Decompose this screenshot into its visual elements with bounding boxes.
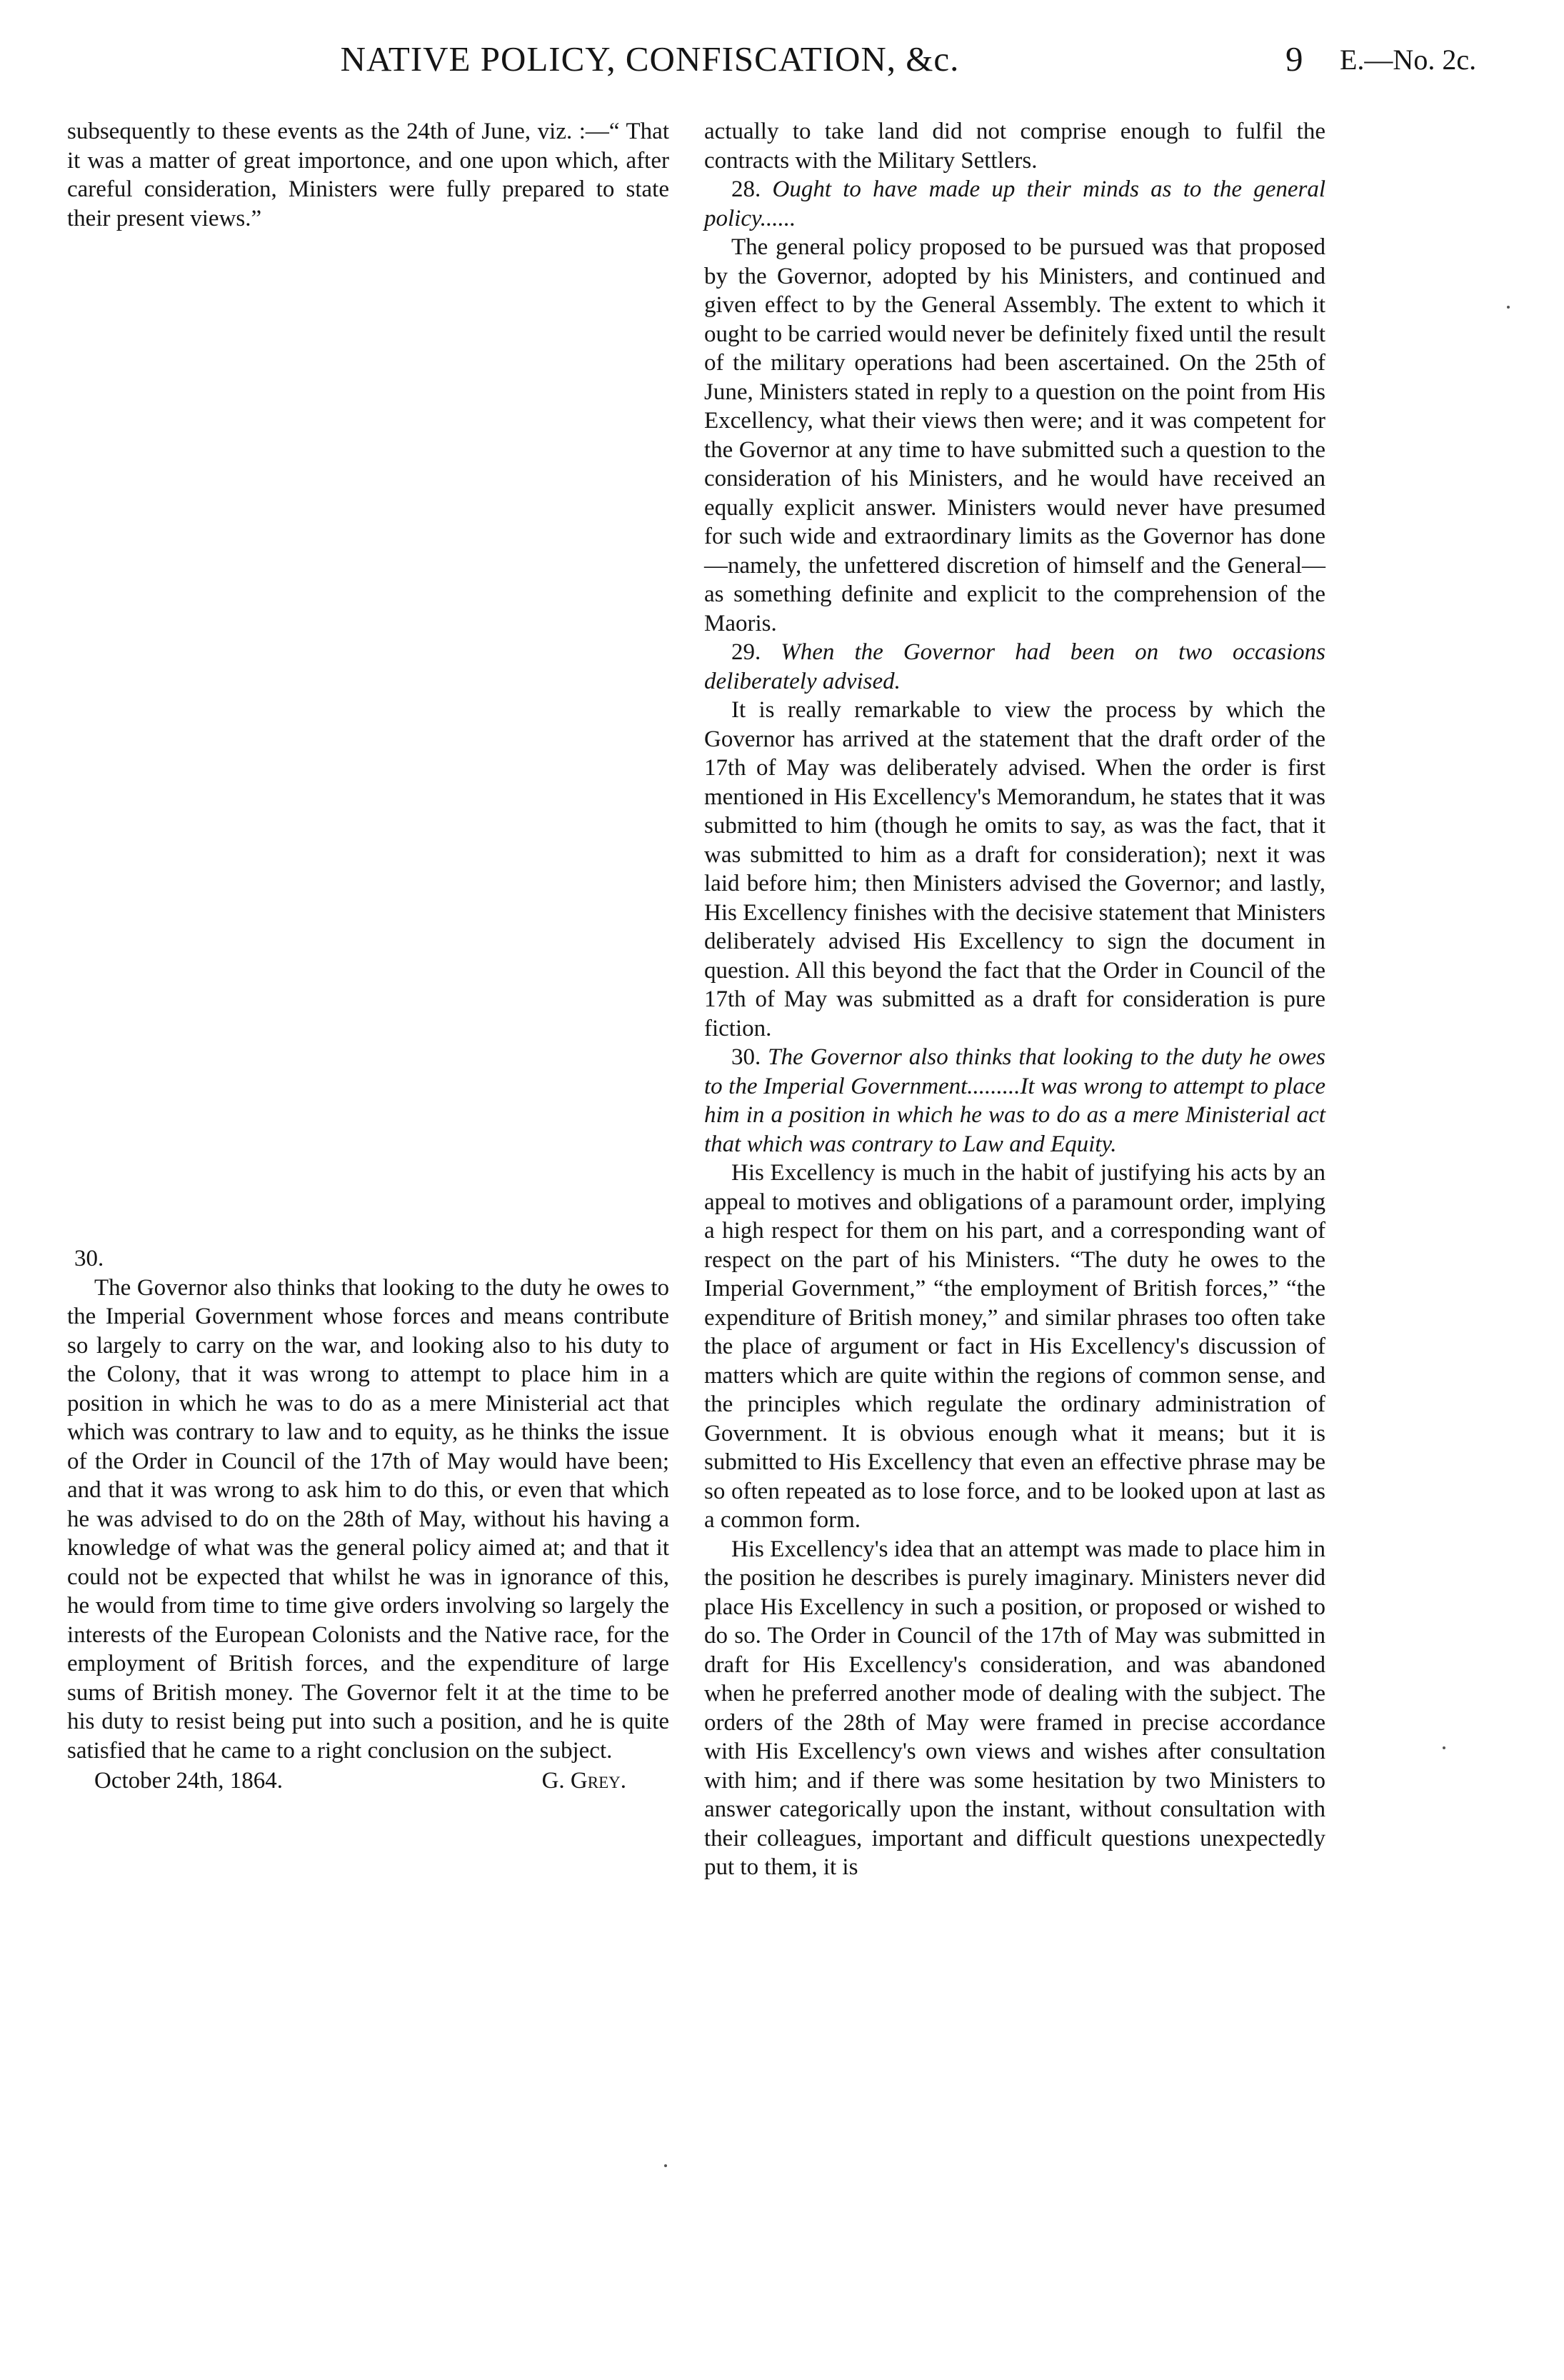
signature: G. Grey. <box>541 1768 626 1794</box>
paragraph-30-body-2: His Excellency's idea that an attempt was made to place him in the position he describes is purely imaginary. Ministers never did place His Excellency in such a position, or proposed or wished to do so. The Order in Council of the 17th of May was submitted in draft for His Excellency's consideration, and was abandoned when he preferred another mode of dealing with the subject. The orders of the 28th of May were framed in precise accordance with His Excellency's own views and wishes after consultation with him; and if there was some hesitation by two Ministers to answer categorically upon the instant, without consultation with their colleagues, important and difficult questions unexpectedly put to them, it is <box>704 1536 1325 1880</box>
paragraph-number-29: 29. <box>731 639 761 665</box>
continuation-paragraph: actually to take land did not comprise enough to fulfil the contracts with the Military Settlers. <box>704 119 1325 174</box>
document-reference: E.—No. 2c. <box>1340 44 1477 76</box>
scan-speck <box>664 2164 667 2167</box>
running-header-title: NATIVE POLICY, CONFISCATION, &c. <box>340 39 960 79</box>
paragraph-30-italic-heading: The Governor also thinks that looking to the duty he owes to the Imperial Government.........It was wrong to attempt to place him in a position in which he was to do as a mere Ministerial act that which was contrary to Law and Equity. <box>704 1044 1326 1157</box>
page-number: 9 <box>1285 39 1303 79</box>
scan-speck <box>1507 306 1510 309</box>
paragraph-number-30-reply: 30. <box>731 1044 761 1070</box>
paragraph-28-body: The general policy proposed to be pursued was that proposed by the Governor, adopted by his Ministers, and continued and given effect to by the General Assembly. The extent to which it ought to be carried would never be definitely fixed until the result of the military operations had been ascertained. On the 25th of June, Ministers stated in reply to a question on the point from His Excellency, what their views then were; and it was competent for the Governor at any time to have submitted such a question to the consideration of his Ministers, and he would have received an equally explicit answer. Ministers would never have presumed for such wide and extraordinary limits as the Governor has done—namely, the unfettered discretion of himself and the General—as something definite and explicit to the comprehension of the Maoris. <box>704 234 1325 636</box>
paragraph-30-text: The Governor also thinks that looking to the duty he owes to the Imperial Government whose forces and means contribute so largely to carry on the war, and looking also to his duty to the Colony, that it was wrong to attempt to place him in a position in which he was to do as a mere Ministerial act that which was contrary to law and to equity, as he thinks the issue of the Order in Council of the 17th of May would have been; and that it was wrong to ask him to do this, or even that which he was advised to do on the 28th of May, without his having a knowledge of what was the general policy aimed at; and that it could not be expected that whilst he was in ignorance of this, he would from time to time give orders involving so largely the interests of the European Colonists and the Native race, for the employment of British forces, and the expenditure of large sums of British money. The Governor felt it at the time to be his duty to resist being put into such a position, and he is quite satisfied that he came to a right conclusion on the subject. <box>67 1274 669 1764</box>
paragraph-number-30: 30. <box>74 1246 104 1271</box>
left-column-paragraph-30 <box>67 1244 669 1796</box>
paragraph-28-italic-heading: Ought to have made up their minds as to the general policy...... <box>704 176 1325 231</box>
paragraph-29-body: It is really remarkable to view the process by which the Governor has arrived at the statement that the draft order of the 17th of May was deliberately advised. When the order is first mentioned in His Excellency's Memorandum, he states that it was submitted to him (though he omits to say, as was the fact, that it was submitted to him as a draft for consideration); next it was laid before him; then Ministers advised the Governor; and lastly, His Excellency finishes with the decisive statement that Ministers deliberately advised His Excellency to sign the document in question. All this beyond the fact that the Order in Council of the 17th of May was submitted as a draft for consideration is pure fiction. <box>704 697 1325 1041</box>
memo-date: October 24th, 1864. <box>94 1768 283 1794</box>
paragraph-28-heading <box>704 175 1325 233</box>
paragraph-29-italic-heading: When the Governor had been on two occasions deliberately advised. <box>704 639 1325 694</box>
right-column <box>704 117 1325 1882</box>
scan-speck <box>1443 1746 1445 1749</box>
paragraph-30-body-1: His Excellency is much in the habit of justifying his acts by an appeal to motives and obligations of a paramount order, implying a high respect for them on his part, and a corresponding want of respect on the part of his Ministers. “The duty he owes to the Imperial Government,” “the employment of British forces,” “the expenditure of British money,” and similar phrases too often take the place of argument or fact in His Excellency's discussion of matters which are quite within the regions of common sense, and the principles which regulate the ordinary administration of Government. It is obvious enough what it means; but it is submitted to His Excellency that even an effective phrase may be so often repeated as to lose force, and to be looked upon at last as a common form. <box>704 1160 1325 1533</box>
left-column-quote <box>67 117 669 233</box>
paragraph-number-28: 28. <box>731 176 761 202</box>
quote-paragraph: subsequently to these events as the 24th of June, viz. :—“ That it was a matter of great importonce, and one upon which, after careful consideration, Ministers were fully prepared to state their present views.” <box>67 119 669 231</box>
paragraph-29-heading <box>704 638 1325 696</box>
paragraph-30-heading <box>704 1043 1325 1159</box>
date-signature-row <box>67 1766 669 1796</box>
